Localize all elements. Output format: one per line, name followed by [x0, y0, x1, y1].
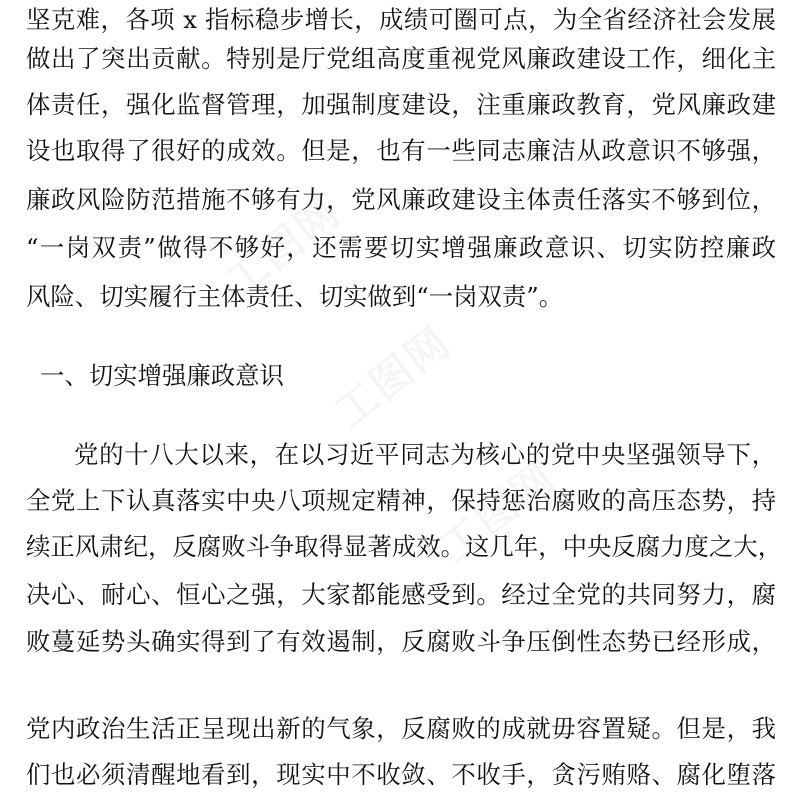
watermark: 工图网 — [215, 187, 350, 307]
paragraph-2-line: 全党上下认真落实中央八项规定精神，保持惩治腐败的高压态势，持 — [26, 486, 776, 515]
paragraph-1-line: 廉政风险防范措施不够有力，党风廉政建设主体责任落实不够到位， — [26, 185, 776, 214]
watermark: 工图网 — [430, 452, 565, 572]
paragraph-1-line: 设也取得了很好的成效。但是，也有一些同志廉洁从政意识不够强， — [26, 136, 776, 165]
paragraph-3-line: 党内政治生活正呈现出新的气象，反腐败的成就毋容置疑。但是，我 — [26, 714, 776, 743]
paragraph-2-line: 续正风肃纪，反腐败斗争取得显著成效。这几年，中央反腐力度之大， — [26, 532, 783, 561]
paragraph-2-line: 败蔓延势头确实得到了有效遏制，反腐败斗争压倒性态势已经形成， — [26, 627, 776, 656]
paragraph-1-line: 风险、切实履行主体责任、切实做到“一岗双责”。 — [26, 282, 564, 311]
paragraph-1-line: 体责任，强化监督管理，加强制度建设，注重廉政教育，党风廉政建 — [26, 90, 776, 119]
paragraph-2-line: 党的十八大以来，在以习近平同志为核心的党中央坚强领导下， — [74, 440, 776, 469]
section-heading: 一、切实增强廉政意识 — [40, 361, 284, 390]
paragraph-1-line: 坚克难，各项 x 指标稳步增长，成绩可圈可点，为全省经济社会发展 — [26, 5, 776, 34]
paragraph-1-line: 做出了突出贡献。特别是厅党组高度重视党风廉政建设工作，细化主 — [26, 44, 776, 73]
paragraph-1-line: “一岗双责”做得不够好，还需要切实增强廉政意识、切实防控廉政 — [26, 233, 776, 262]
paragraph-2-line: 决心、耐心、恒心之强，大家都能感受到。经过全党的共同努力，腐 — [26, 580, 776, 609]
paragraph-3-line: 们也必须清醒地看到，现实中不收敛、不收手，贪污贿赂、腐化堕落 — [26, 760, 776, 789]
watermark: 工图网 — [325, 317, 460, 437]
